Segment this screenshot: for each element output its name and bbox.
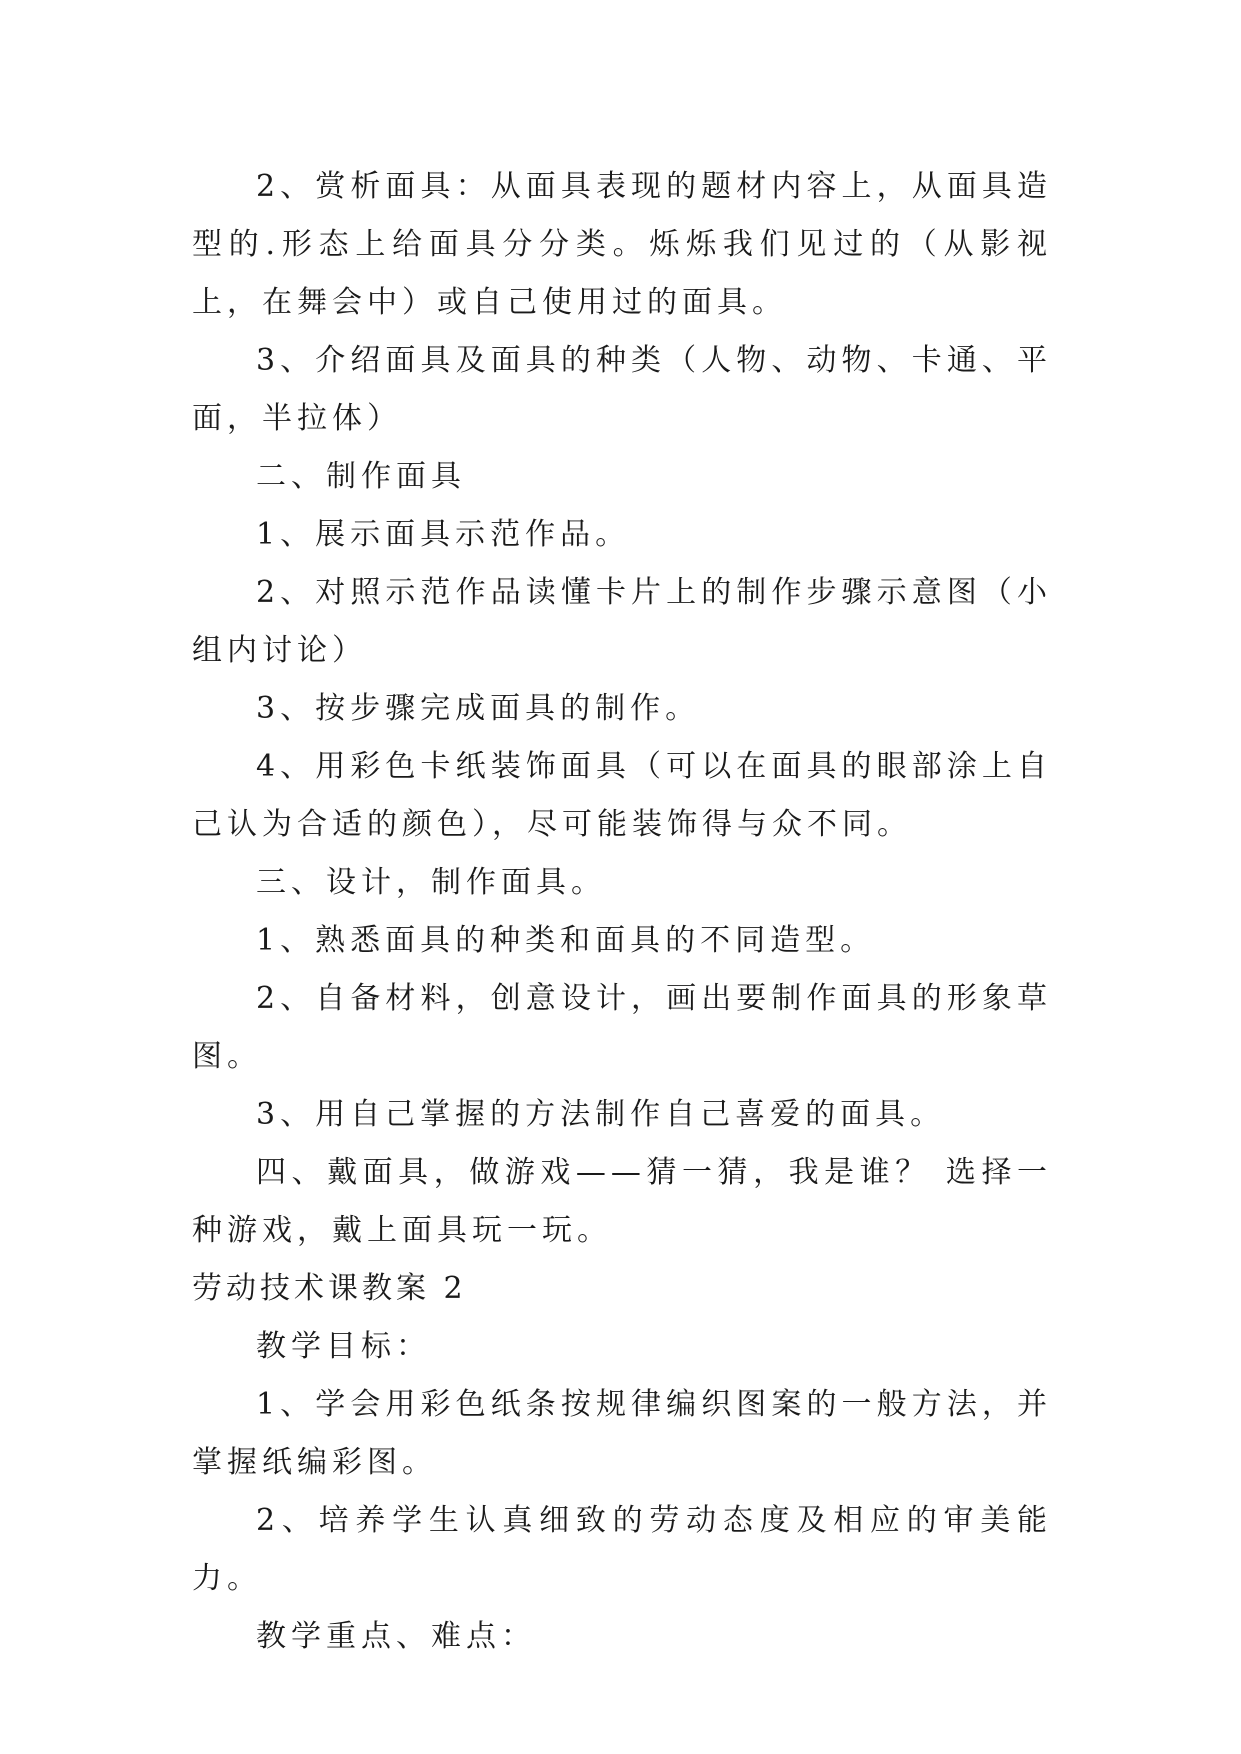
paragraph-complete-steps: 3、按步骤完成面具的制作。 [256,691,701,726]
paragraph-appreciate-masks: 2、赏析面具：从面具表现的题材内容上，从面具造型的.形态上给面具分分类。烁烁我们见过的（从影视上，在舞会中）或自己使用过的面具。 [192,169,1052,320]
paragraph-show-examples: 1、展示面具示范作品。 [256,517,631,552]
paragraph-read-steps: 2、对照示范作品读懂卡片上的制作步骤示意图（小组内讨论） [192,575,1052,668]
paragraph-goal-2: 2、培养学生认真细致的劳动态度及相应的审美能力。 [192,1503,1052,1596]
document-body [192,158,1052,1666]
paragraph-goal-1: 1、学会用彩色纸条按规律编织图案的一般方法，并掌握纸编彩图。 [192,1387,1052,1480]
paragraph-familiarize: 1、熟悉面具的种类和面具的不同造型。 [256,923,876,958]
section-game: 四、戴面具，做游戏——猜一猜，我是谁？ 选择一种游戏，戴上面具玩一玩。 [192,1155,1052,1248]
paragraph-mask-types: 3、介绍面具及面具的种类（人物、动物、卡通、平面，半拉体） [192,343,1052,436]
paragraph-own-method: 3、用自己掌握的方法制作自己喜爱的面具。 [256,1097,946,1132]
lesson-plan-title: 劳动技术课教案 2 [192,1271,467,1306]
section-design-masks: 三、设计，制作面具。 [256,865,606,900]
paragraph-decorate: 4、用彩色卡纸装饰面具（可以在面具的眼部涂上自己认为合适的颜色），尽可能装饰得与众不同。 [192,749,1052,842]
paragraph-materials: 2、自备材料，创意设计，画出要制作面具的形象草图。 [192,981,1052,1074]
key-points-label: 教学重点、难点： [256,1619,536,1654]
section-make-masks: 二、制作面具 [256,459,466,494]
teaching-goals-label: 教学目标： [256,1329,431,1364]
